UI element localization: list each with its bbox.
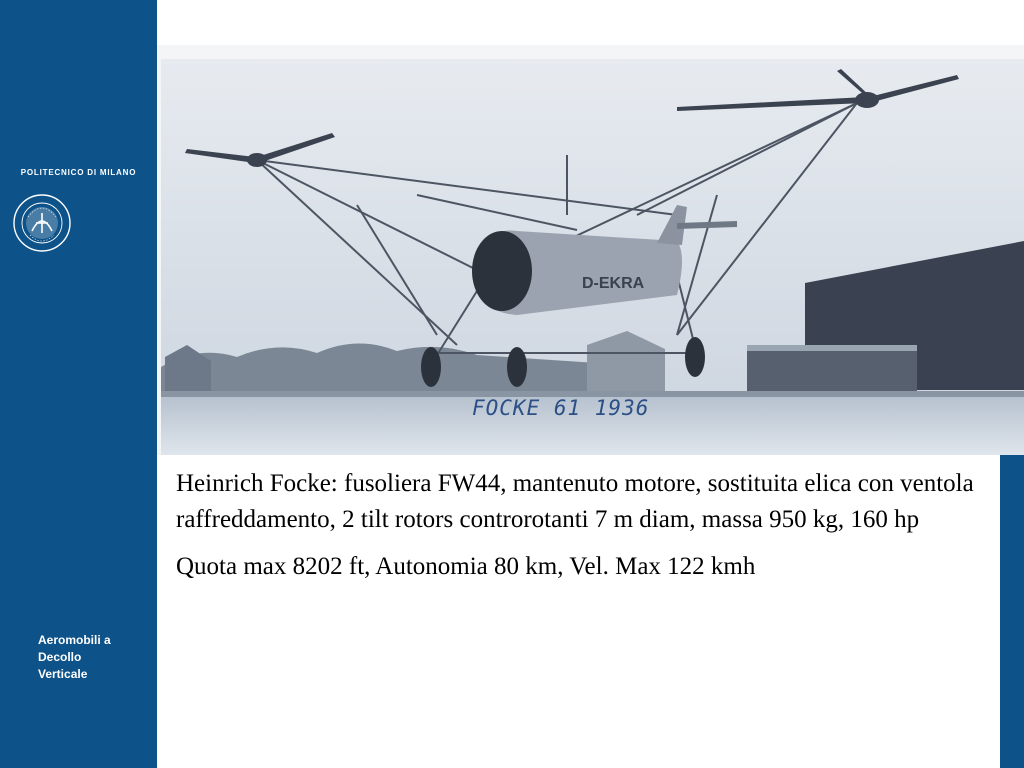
focke-61-photo [157, 45, 1024, 455]
caption-paragraph-1: Heinrich Focke: fusoliera FW44, mantenuto motore, sostituita elica con ventola raffreddamento, 2 tilt rotors controrotanti 7 m diam, massa 950 kg, 160 hp [176, 470, 974, 533]
slide-text [176, 466, 981, 596]
aircraft-marking: D-EKRA [582, 275, 645, 292]
politecnico-seal-icon [12, 193, 72, 253]
brand-name: POLITECNICO DI MILANO [20, 168, 137, 177]
right-accent-bar [1000, 455, 1024, 768]
caption-paragraph-2: Quota max 8202 ft, Autonomia 80 km, Vel. Max 122 kmh [176, 553, 756, 580]
sidebar [0, 0, 157, 768]
photo-handwritten-label: FOCKE 61 1936 [472, 396, 650, 420]
course-label: Aeromobili a Decollo Verticale [38, 633, 111, 681]
